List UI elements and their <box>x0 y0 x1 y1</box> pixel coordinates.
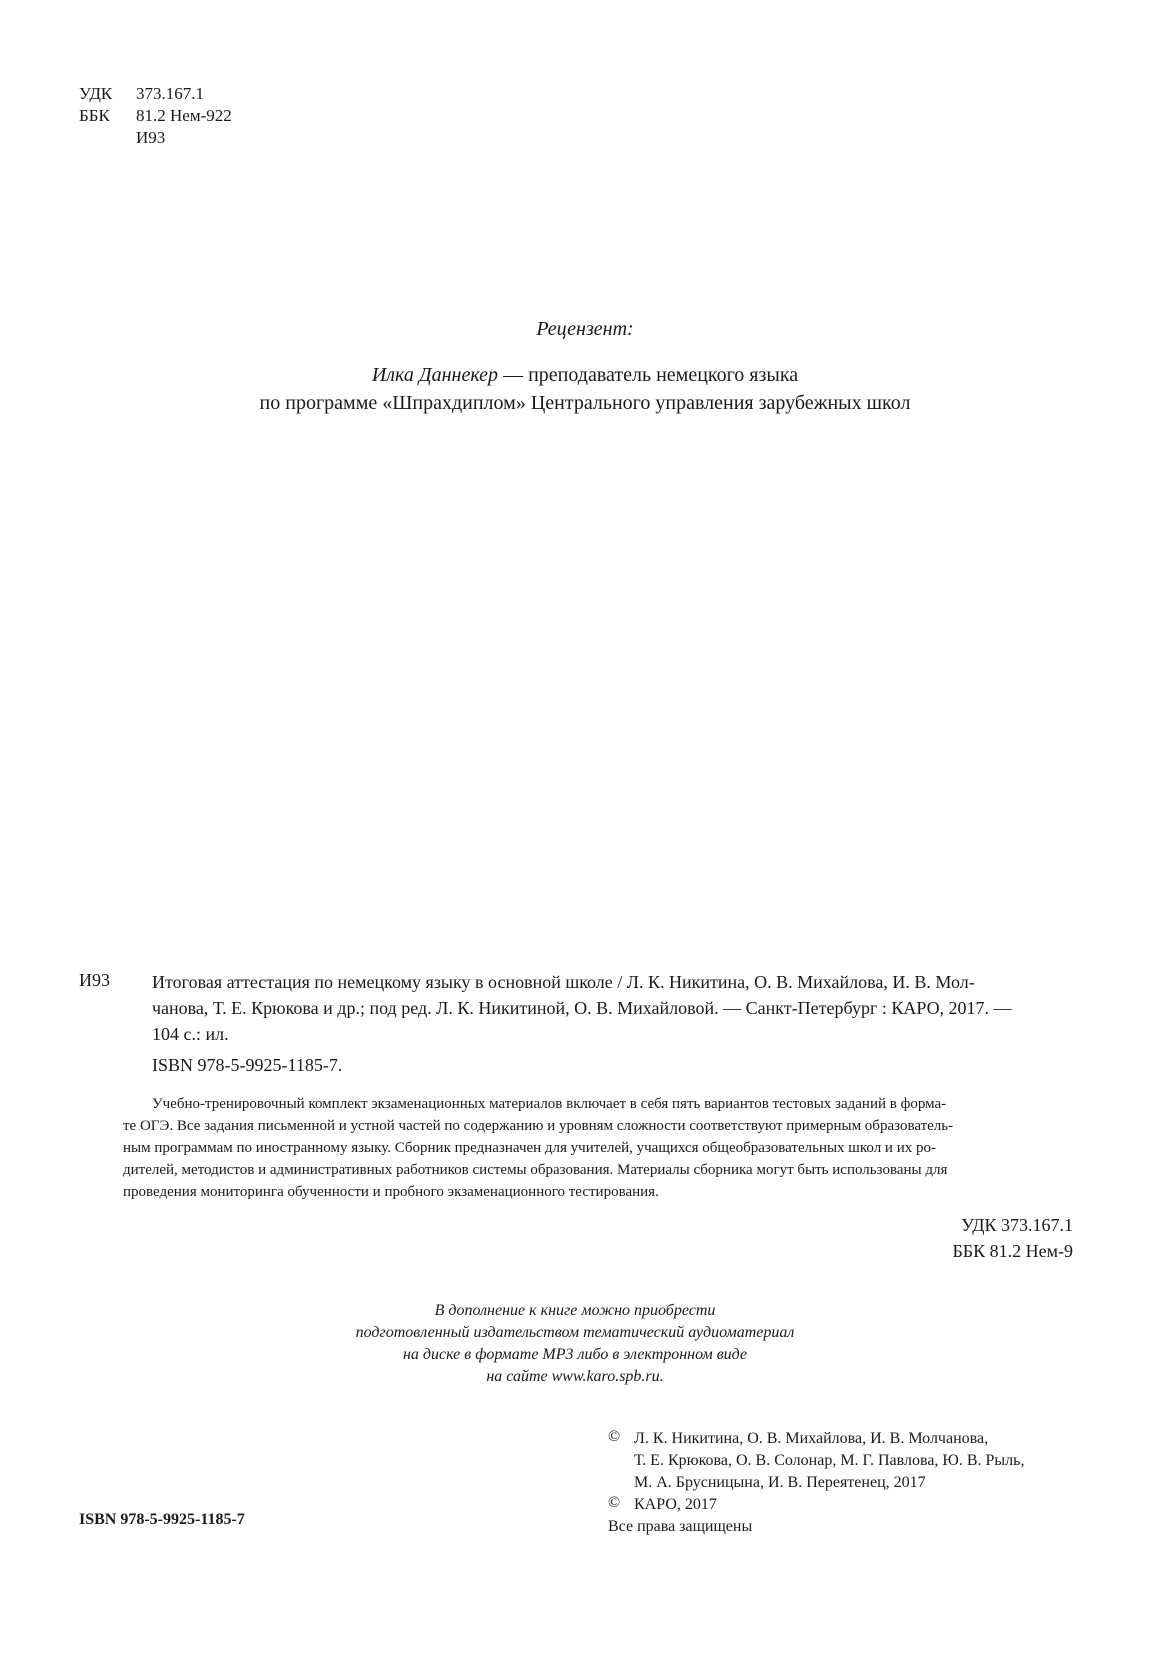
reviewer-line-2: по программе «Шпрахдиплом» Центрального управления зарубежных школ <box>259 392 911 414</box>
copyright-mark-authors: © <box>608 1428 621 1445</box>
reviewer-heading: Рецензент: <box>536 318 634 340</box>
abstract-line-1: Учебно-тренировочный комплект экзаменационных материалов включает в себя пять вариантов тестовых заданий в форма- <box>152 1096 947 1112</box>
abstract-line-4: дителей, методистов и административных работников системы образования. Материалы сборника могут быть использованы для <box>123 1162 948 1178</box>
bbk-row <box>79 106 232 126</box>
bbk-value: 81.2 Нем-922 <box>136 106 232 125</box>
udk-row <box>79 84 204 104</box>
abstract-line-3: ным программам по иностранному языку. Сборник предназначен для учителей, учащихся общеобразовательных школ и их ро- <box>123 1140 936 1156</box>
isbn-bottom: ISBN 978-5-9925-1185-7 <box>79 1511 245 1528</box>
abstract-line-5: проведения мониторинга обученности и пробного экзаменационного тестирования. <box>123 1184 659 1200</box>
bib-line-3: 104 с.: ил. <box>152 1024 229 1044</box>
author-mark: И93 <box>136 128 166 147</box>
reviewer-position: — преподаватель немецкого языка <box>498 364 799 386</box>
bbk-label: ББК <box>79 106 110 125</box>
udk-right: УДК 373.167.1 <box>961 1215 1073 1235</box>
reviewer-name: Илка Даннекер <box>371 364 499 386</box>
bib-code: И93 <box>79 970 110 990</box>
copyright-authors-line-2: Т. Е. Крюкова, О. В. Солонар, М. Г. Павлова, Ю. В. Рыль, <box>634 1452 1025 1469</box>
audio-note-line-4: на сайте www.karo.spb.ru. <box>486 1368 664 1385</box>
abstract-line-2: те ОГЭ. Все задания письменной и устной частей по содержанию и уровням сложности соответствуют примерным образователь- <box>123 1118 954 1134</box>
audio-note-line-1: В дополнение к книге можно приобрести <box>434 1302 716 1319</box>
audio-note-line-3: на диске в формате MP3 либо в электронном виде <box>402 1346 748 1363</box>
copyright-rights: Все права защищены <box>608 1518 753 1535</box>
bib-isbn: ISBN 978-5-9925-1185-7. <box>152 1055 343 1075</box>
bib-line-2: чанова, Т. Е. Крюкова и др.; под ред. Л. К. Никитиной, О. В. Михайловой. — Санкт-Петербург : КАРО, 2017. — <box>152 998 1012 1018</box>
udk-value: 373.167.1 <box>136 84 204 103</box>
reviewer-line-1 <box>0 362 1170 388</box>
copyright-publisher: КАРО, 2017 <box>634 1496 717 1513</box>
author-mark-row <box>79 128 165 148</box>
bib-line-1: Итоговая аттестация по немецкому языку в основной школе / Л. К. Никитина, О. В. Михайлова, И. В. Мол- <box>152 972 975 992</box>
audio-note-line-2: подготовленный издательством тематический аудиоматериал <box>355 1324 795 1341</box>
bbk-right: ББК 81.2 Нем-9 <box>952 1241 1073 1261</box>
copyright-authors-line-1: Л. К. Никитина, О. В. Михайлова, И. В. Молчанова, <box>634 1430 989 1447</box>
udk-label: УДК <box>79 84 113 103</box>
copyright-authors-line-3: М. А. Брусницына, И. В. Перeятенец, 2017 <box>634 1474 926 1491</box>
copyright-mark-publisher: © <box>608 1494 621 1511</box>
